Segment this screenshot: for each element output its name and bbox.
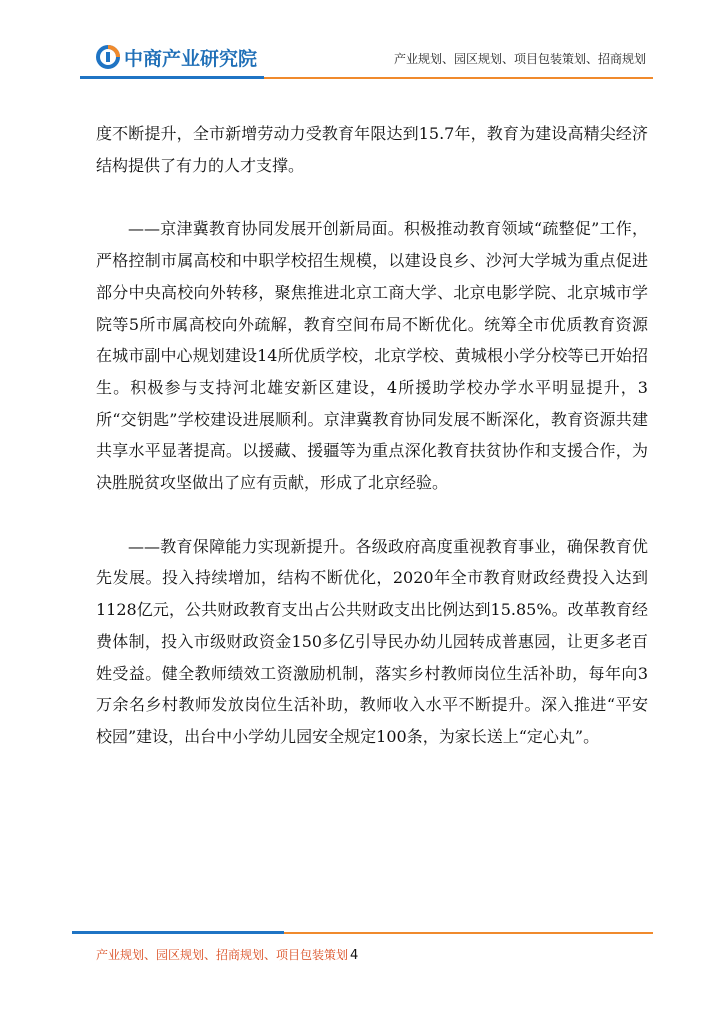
paragraph: 度不断提升，全市新增劳动力受教育年限达到15.7年，教育为建设高精尖经济结构提供了有力的人才支撑。 [96,124,648,175]
logo-icon [96,45,120,69]
header-tagline: 产业规划、园区规划、项目包装策划、招商规划 [393,52,646,66]
paragraph: ——京津冀教育协同发展开创新局面。积极推动教育领域“疏整促”工作，严格控制市属高校和中职学校招生规模，以建设良乡、沙河大学城为重点促进部分中央高校向外转移，聚焦推进北京工商大学、北京电影学院、北京城市学院等5所市属高校向外疏解，教育空间布局不断优化。统筹全市优质教育资源在城市副中心规划建设14所优质学校，北京学校、黄城根小学分校等已开始招生。积极参与支持河北雄安新区建设，4所援助学校办学水平明显提升，3所“交钥匙”学校建设进展顺利。京津冀教育协同发展不断深化，教育资源共建共享水平显著提高。以援藏、援疆等为重点深化教育扶贫协作和支援合作，为决胜脱贫攻坚做出了应有贡献，形成了北京经验。 [96,219,648,493]
footer-divider-orange [284,932,653,934]
company-logo [96,42,257,72]
header-divider-orange [264,77,653,79]
page-footer [96,946,358,963]
header-divider-blue [80,76,264,79]
logo-text: 中商产业研究院 [124,47,258,70]
page-header [0,0,724,80]
footer-text: 产业规划、园区规划、招商规划、项目包装策划 [96,948,349,962]
document-body [96,118,648,785]
paragraph: ——教育保障能力实现新提升。各级政府高度重视教育事业，确保教育优先发展。投入持续增加，结构不断优化，2020年全市教育财政经费投入达到1128亿元，公共财政教育支出占公共财政支出比例达到15.85%。改革教育经费体制，投入市级财政资金150多亿引导民办幼儿园转成普惠园，让更多老百姓受益。健全教师绩效工资激励机制，落实乡村教师岗位生活补助，每年向3万余名乡村教师发放岗位生活补助，教师收入水平不断提升。深入推进“平安校园”建设，出台中小学幼儿园安全规定100条，为家长送上“定心丸”。 [96,536,648,746]
footer-divider-blue [72,931,284,934]
page-number: 4 [350,948,359,963]
